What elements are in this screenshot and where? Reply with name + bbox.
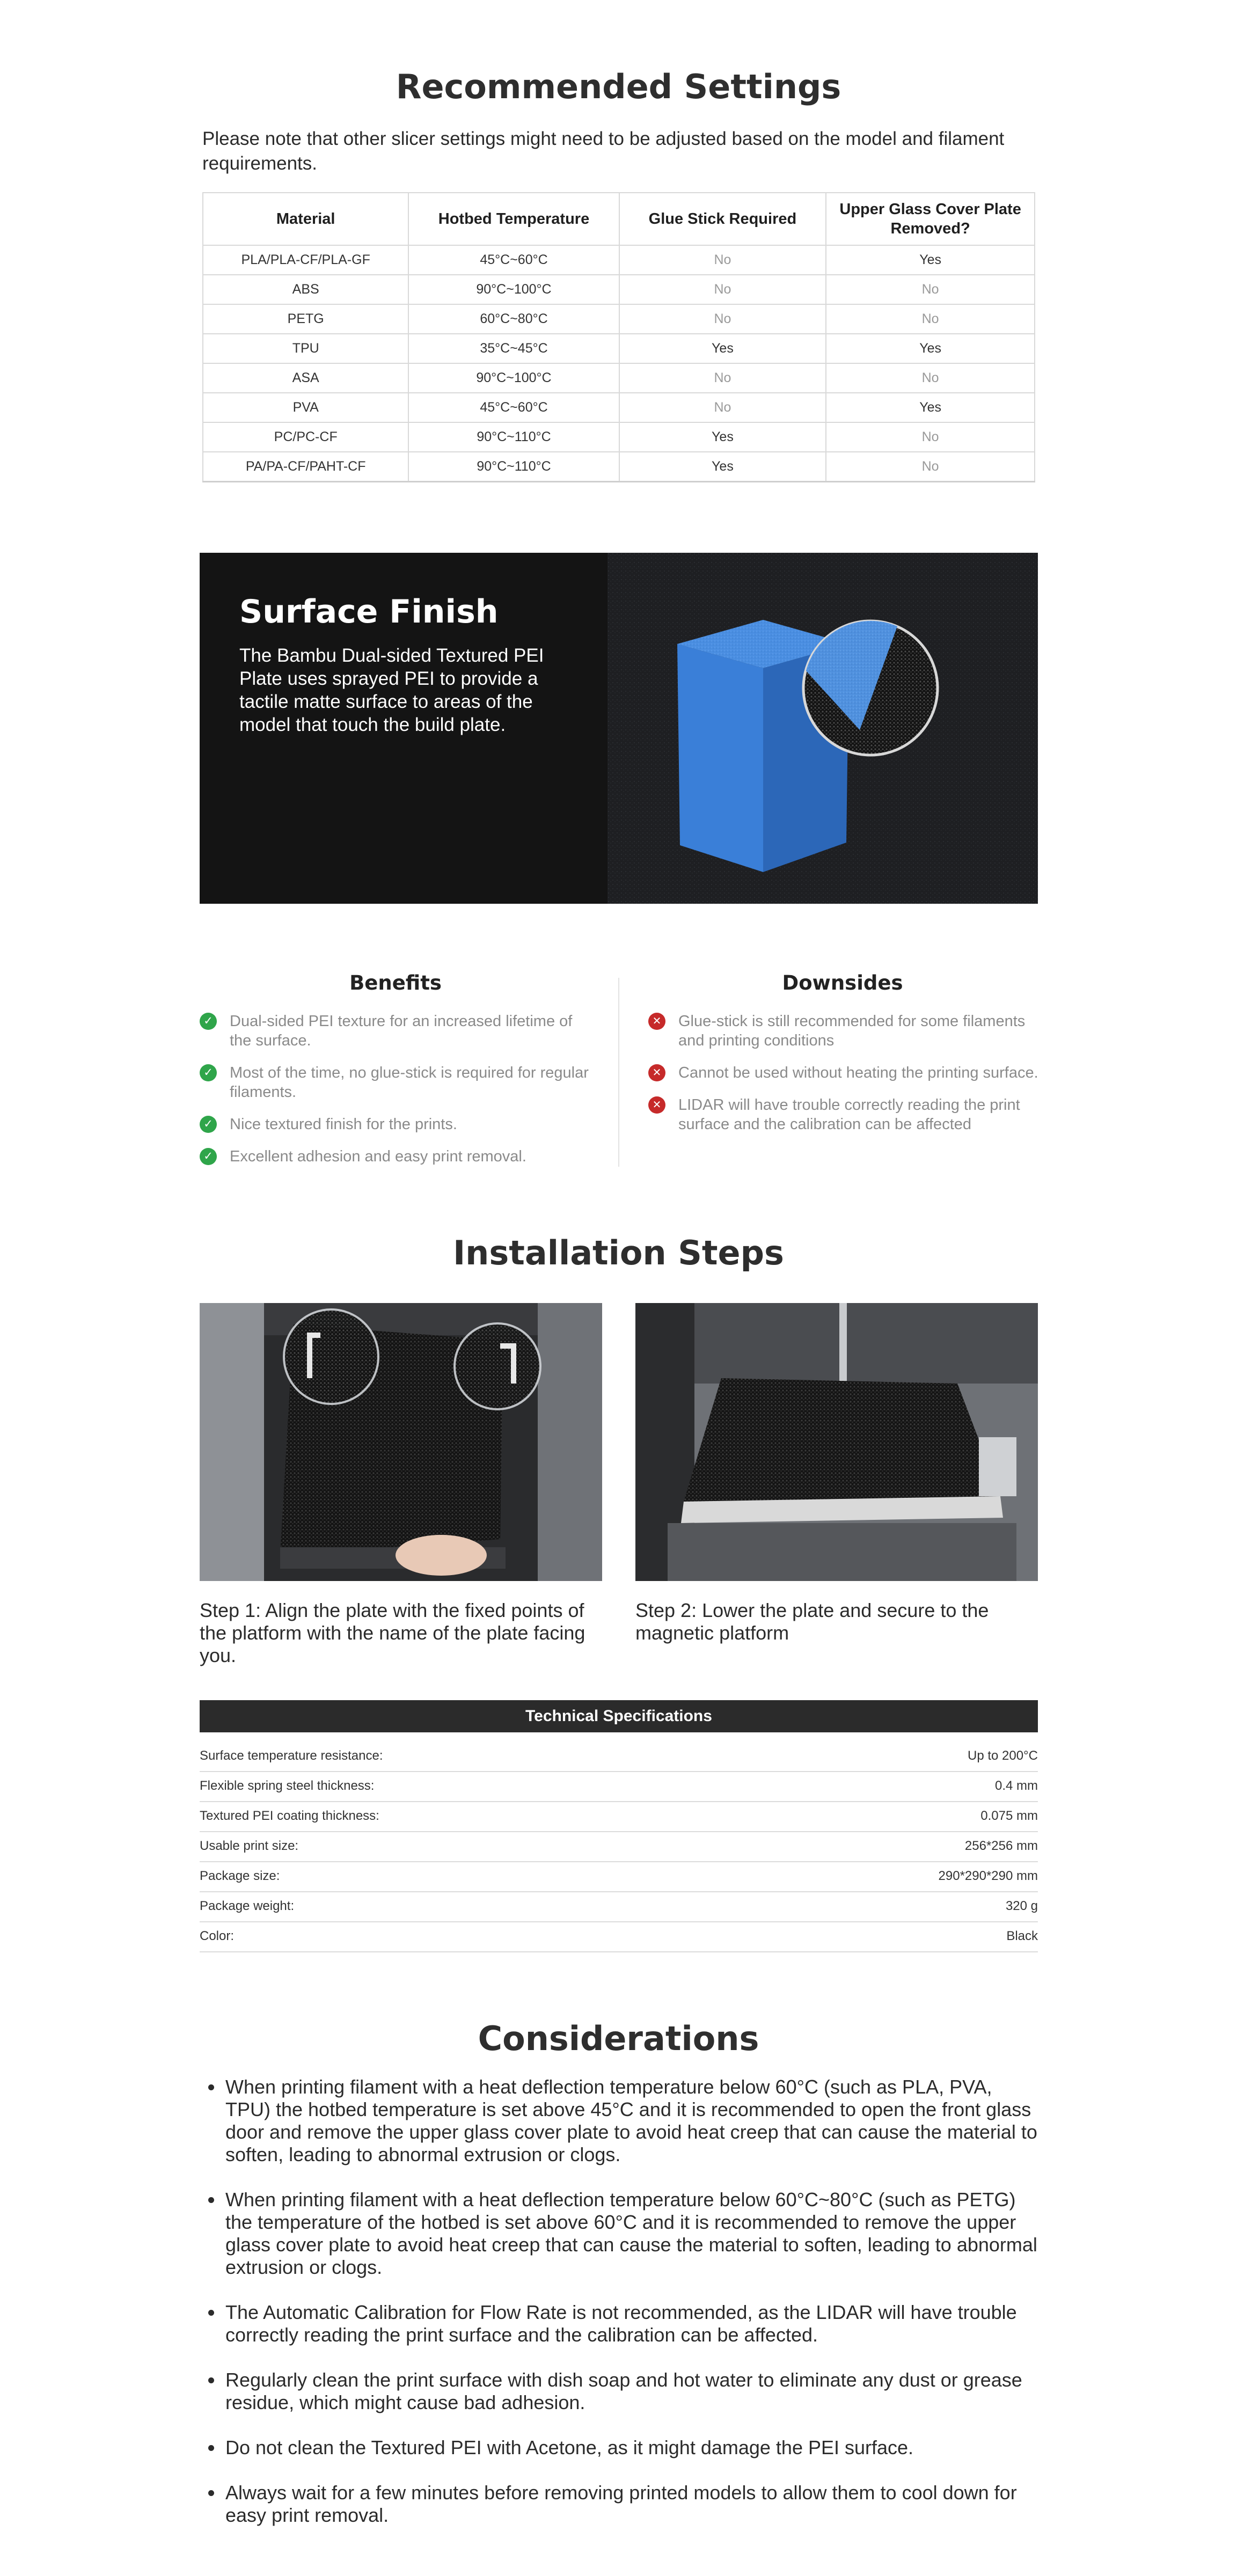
header-glass-cover: Upper Glass Cover Plate Removed? — [826, 193, 1035, 245]
benefit-text: Dual-sided PEI texture for an increased lifetime of the surface. — [230, 1013, 573, 1049]
table-cell: 35°C~45°C — [408, 334, 619, 363]
spec-value: 320 g — [1005, 1899, 1038, 1913]
header-material: Material — [203, 193, 408, 245]
list-item — [200, 1063, 591, 1102]
table-row — [203, 334, 1035, 363]
spec-label: Color: — [200, 1929, 235, 1943]
downside-text: LIDAR will have trouble correctly reading the print surface and the calibration can be affected — [678, 1096, 1020, 1133]
table-cell: Yes — [826, 334, 1035, 363]
table-cell: No — [619, 245, 826, 275]
list-item: When printing filament with a heat deflection temperature below 60°C (such as PLA, PVA, TPU) the hotbed temperature is set above 45°C and it is recommended to open the front glass door and remove the upper glass cover plate to avoid heat creep that can cause the material to soften, leading to abnormal extrusion or clogs. — [204, 2076, 1041, 2166]
table-cell: PETG — [203, 304, 408, 334]
table-cell: Yes — [619, 452, 826, 482]
table-cell: Yes — [619, 334, 826, 363]
table-cell: Yes — [619, 422, 826, 452]
table-row — [203, 452, 1035, 482]
considerations-list — [204, 2076, 1041, 2549]
spec-value: 290*290*290 mm — [938, 1869, 1038, 1883]
spec-value: 0.075 mm — [980, 1809, 1038, 1823]
table-cell: 45°C~60°C — [408, 393, 619, 422]
list-item — [200, 1012, 591, 1050]
surface-finish-text-panel — [200, 553, 607, 904]
list-item — [200, 1147, 591, 1166]
list-item: Regularly clean the print surface with dish soap and hot water to eliminate any dust or grease residue, which might cause bad adhesion. — [204, 2369, 1041, 2414]
table-cell: No — [826, 275, 1035, 304]
step1-caption: Step 1: Align the plate with the fixed points of the platform with the name of the plate facing you. — [200, 1599, 585, 1666]
x-circle-icon: ✕ — [648, 1064, 665, 1081]
slicer-settings-note: Please note that other slicer settings might need to be adjusted based on the model and filament requirements. — [202, 128, 1005, 174]
benefit-text: Nice textured finish for the prints. — [230, 1116, 457, 1133]
table-cell: PC/PC-CF — [203, 422, 408, 452]
installation-steps-title: Installation Steps — [453, 1233, 784, 1272]
spec-row — [200, 1861, 1038, 1892]
check-circle-icon: ✓ — [200, 1148, 217, 1165]
recommended-settings-title: Recommended Settings — [396, 67, 841, 106]
x-circle-icon: ✕ — [648, 1096, 665, 1114]
table-cell: ASA — [203, 363, 408, 393]
list-item — [648, 1095, 1040, 1134]
textured-cube-image — [607, 553, 1038, 904]
benefit-text: Excellent adhesion and easy print removal. — [230, 1148, 526, 1165]
spec-label: Flexible spring steel thickness: — [200, 1779, 375, 1793]
table-cell: 90°C~100°C — [408, 363, 619, 393]
spec-row — [200, 1921, 1038, 1952]
table-row — [203, 422, 1035, 452]
table-header-row — [203, 193, 1035, 245]
table-cell: ABS — [203, 275, 408, 304]
surface-finish-title: Surface Finish — [239, 593, 499, 631]
table-row — [203, 245, 1035, 275]
benefits-title: Benefits — [349, 971, 442, 994]
header-glue-stick: Glue Stick Required — [619, 193, 826, 245]
list-item — [648, 1063, 1040, 1082]
table-cell: No — [619, 393, 826, 422]
table-cell: No — [619, 275, 826, 304]
benefits-list — [200, 1012, 591, 1166]
step1-photo — [200, 1303, 602, 1581]
check-circle-icon: ✓ — [200, 1013, 217, 1030]
check-circle-icon: ✓ — [200, 1116, 217, 1133]
downsides-title: Downsides — [782, 971, 903, 994]
list-item — [200, 1115, 591, 1134]
considerations-title: Considerations — [478, 2019, 759, 2058]
spec-row — [200, 1801, 1038, 1832]
list-item — [648, 1012, 1040, 1050]
spec-row — [200, 1831, 1038, 1862]
spec-value: Black — [1006, 1929, 1038, 1943]
spec-value: Up to 200°C — [967, 1748, 1038, 1763]
list-item: When printing filament with a heat deflection temperature below 60°C~80°C (such as PETG) the temperature of the hotbed is set above 60°C and it is recommended to remove the upper glass cover plate to avoid heat creep that can cause the material to soften, leading to abnormal extrusion or clogs. — [204, 2189, 1041, 2279]
table-cell: 90°C~100°C — [408, 275, 619, 304]
printer-plate-align-illustration — [200, 1303, 602, 1581]
check-circle-icon: ✓ — [200, 1064, 217, 1081]
table-row — [203, 363, 1035, 393]
table-cell: 45°C~60°C — [408, 245, 619, 275]
table-row — [203, 275, 1035, 304]
spec-value: 256*256 mm — [964, 1839, 1038, 1853]
step2-photo — [635, 1303, 1038, 1581]
list-item: The Automatic Calibration for Flow Rate is not recommended, as the LIDAR will have trouble correctly reading the print surface and the calibration can be affected. — [204, 2301, 1041, 2346]
x-circle-icon: ✕ — [648, 1013, 665, 1030]
spec-value: 0.4 mm — [994, 1779, 1038, 1793]
technical-specifications-header: Technical Specifications — [200, 1700, 1038, 1732]
spec-label: Package size: — [200, 1869, 280, 1883]
table-cell: Yes — [826, 393, 1035, 422]
table-row — [203, 393, 1035, 422]
table-cell: No — [826, 363, 1035, 393]
list-item: Do not clean the Textured PEI with Acetone, as it might damage the PEI surface. — [204, 2436, 1041, 2459]
table-cell: 60°C~80°C — [408, 304, 619, 334]
table-cell: PLA/PLA-CF/PLA-GF — [203, 245, 408, 275]
spec-label: Package weight: — [200, 1899, 295, 1913]
printer-plate-secured-illustration — [635, 1303, 1038, 1581]
spec-row — [200, 1741, 1038, 1772]
column-divider — [618, 978, 619, 1167]
blue-cube-illustration — [607, 553, 1038, 904]
step2-caption: Step 2: Lower the plate and secure to the magnetic platform — [635, 1599, 989, 1644]
table-cell: PA/PA-CF/PAHT-CF — [203, 452, 408, 482]
spec-row — [200, 1891, 1038, 1922]
surface-finish-banner — [200, 553, 1038, 904]
table-cell: Yes — [826, 245, 1035, 275]
downside-text: Glue-stick is still recommended for some filaments and printing conditions — [678, 1013, 1026, 1049]
spec-row — [200, 1771, 1038, 1802]
benefit-text: Most of the time, no glue-stick is required for regular filaments. — [230, 1064, 589, 1101]
spec-label: Textured PEI coating thickness: — [200, 1809, 379, 1823]
table-cell: No — [826, 422, 1035, 452]
list-item: Always wait for a few minutes before removing printed models to allow them to cool down for easy print removal. — [204, 2482, 1041, 2527]
table-cell: 90°C~110°C — [408, 452, 619, 482]
table-cell: No — [826, 452, 1035, 482]
header-hotbed-temperature: Hotbed Temperature — [408, 193, 619, 245]
table-cell: No — [826, 304, 1035, 334]
table-cell: TPU — [203, 334, 408, 363]
settings-table — [202, 192, 1035, 482]
downsides-list — [648, 1012, 1040, 1134]
spec-label: Surface temperature resistance: — [200, 1748, 383, 1763]
surface-finish-description: The Bambu Dual-sided Textured PEI Plate uses sprayed PEI to provide a tactile matte surface to areas of the model that touch the build plate. — [239, 645, 544, 735]
table-row — [203, 304, 1035, 334]
table-cell: 90°C~110°C — [408, 422, 619, 452]
table-cell: No — [619, 363, 826, 393]
table-cell: No — [619, 304, 826, 334]
spec-label: Usable print size: — [200, 1839, 299, 1853]
downside-text: Cannot be used without heating the printing surface. — [678, 1064, 1038, 1081]
table-cell: PVA — [203, 393, 408, 422]
